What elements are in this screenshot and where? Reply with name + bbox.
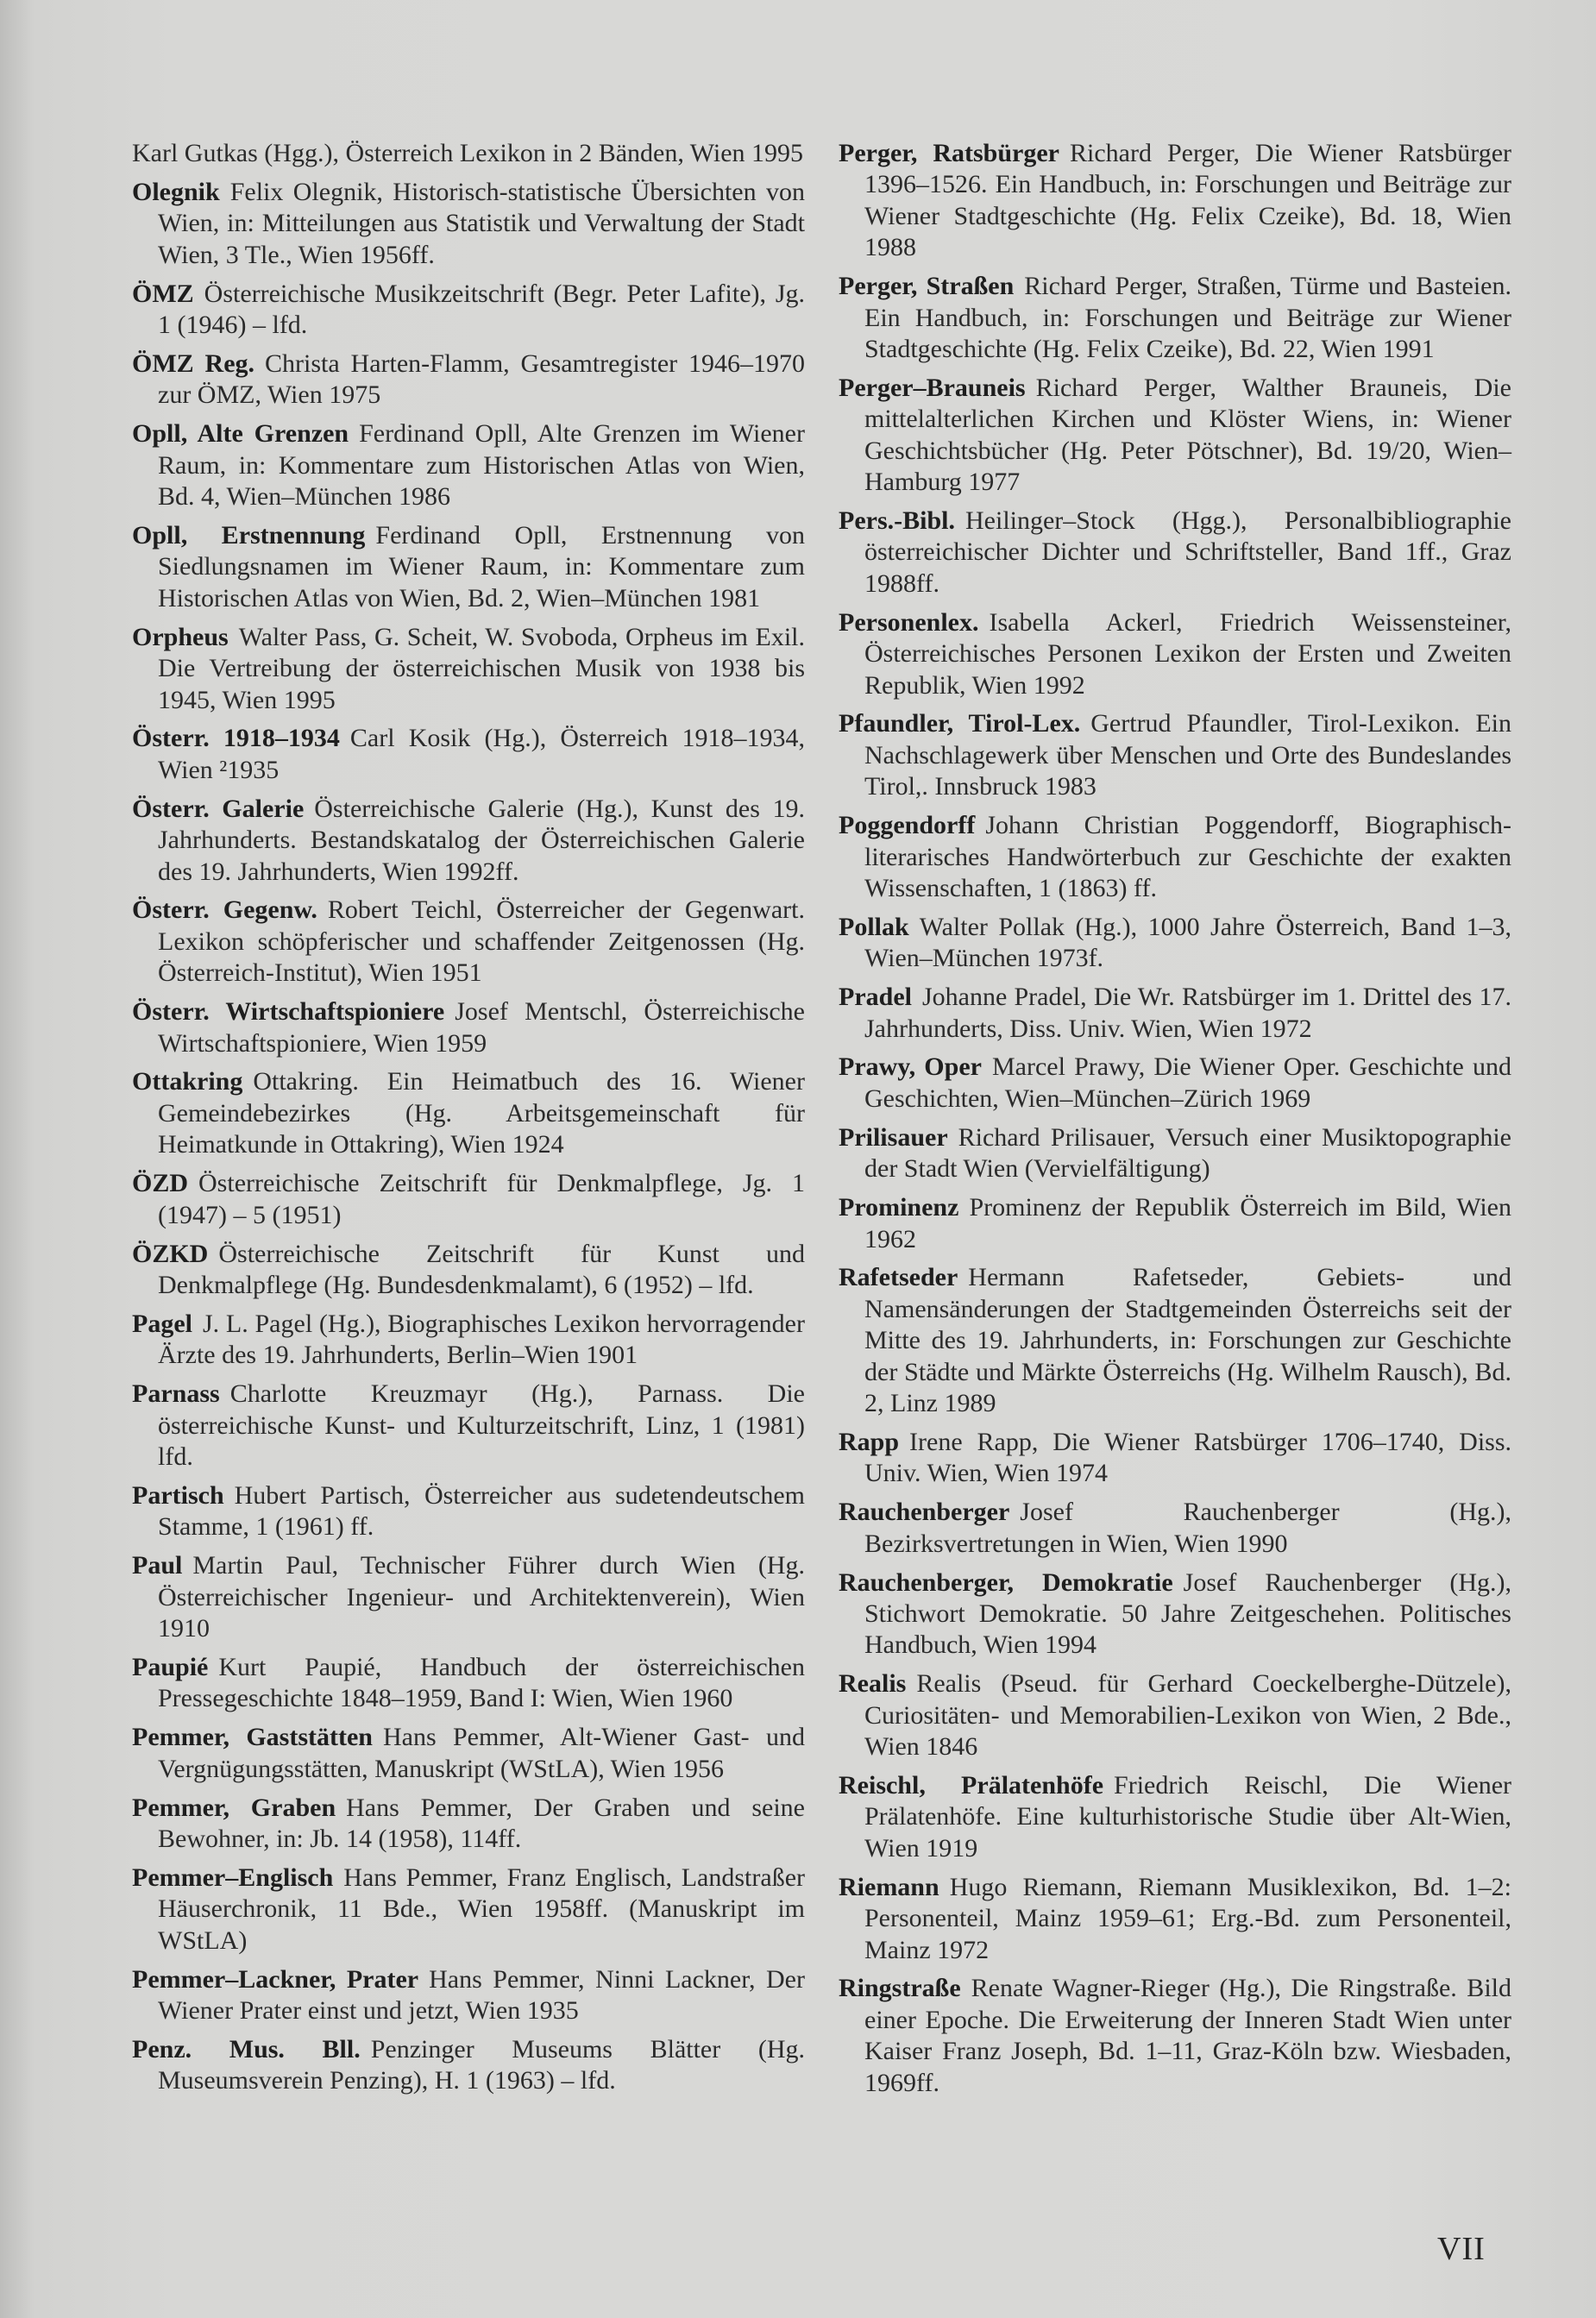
entry-citation: Hans Pemmer, Der Graben und seine Bewohner, in: Jb. 14 (1958), 114ff.	[158, 1793, 805, 1853]
entry-citation: Ferdinand Opll, Alte Grenzen im Wiener Raum, in: Kommentare zum Historischen Atlas von Wien, Bd. 4, Wien–München 1986	[158, 419, 805, 512]
entry-abbreviation: Reischl, Prälatenhöfe	[839, 1771, 1104, 1800]
entry-citation: Hermann Rafetseder, Gebiets- und Namensänderungen der Stadtgemeinden Österreichs seit der Mitte des 19. Jahrhunderts, in: Forschungen zur Geschichte der Städte und Märkte Österreichs (Hg. Wilhelm Rausch), Bd. 2, Linz 1989	[864, 1263, 1511, 1418]
entry-citation: Hans Pemmer, Franz Englisch, Landstraßer Häuserchronik, 11 Bde., Wien 1958ff. (Manuskript im WStLA)	[158, 1863, 805, 1955]
entry-abbreviation: Pfaundler, Tirol-Lex.	[839, 709, 1081, 738]
bibliography-entry	[132, 2034, 805, 2097]
entry-abbreviation: Ringstraße	[839, 1974, 961, 2003]
bibliography-entry	[839, 1567, 1511, 1662]
bibliography-entry	[132, 794, 805, 888]
entry-abbreviation: Österr. Wirtschaftspioniere	[132, 997, 445, 1027]
entry-abbreviation: Rauchenberger, Demokratie	[839, 1567, 1173, 1597]
entry-citation: Kurt Paupié, Handbuch der österreichischen Pressegeschichte 1848–1959, Band I: Wien, Wien 1960	[158, 1652, 805, 1713]
entry-abbreviation: Pemmer–Lackner, Prater	[132, 1964, 419, 1994]
entry-citation: Friedrich Reischl, Die Wiener Prälatenhöfe. Eine kulturhistorische Studie über Alt-Wien, Wien 1919	[864, 1771, 1512, 1863]
entry-citation: Felix Olegnik, Historisch-statistische Übersichten von Wien, in: Mitteilungen aus Statistik und Verwaltung der Stadt Wien, 3 Tle., Wien 1956ff.	[158, 177, 805, 269]
bibliography-entry	[132, 1379, 805, 1473]
entry-abbreviation: Pers.-Bibl.	[839, 506, 955, 535]
bibliography-entry	[839, 1192, 1511, 1255]
entry-citation: Realis (Pseud. für Gerhard Coeckelberghe-Dützele), Curiositäten- und Memorabilien-Lexikon von Wien, 2 Bde., Wien 1846	[864, 1669, 1511, 1762]
entry-citation: J. L. Pagel (Hg.), Biographisches Lexikon hervorragender Ärzte des 19. Jahrhunderts, Berlin–Wien 1901	[158, 1309, 805, 1370]
bibliography-entry	[132, 1550, 805, 1644]
bibliography-entry	[132, 1480, 805, 1543]
entry-abbreviation: Perger–Brauneis	[839, 373, 1026, 402]
entry-citation: Walter Pass, G. Scheit, W. Svoboda, Orpheus im Exil. Die Vertreibung der österreichischen Musik von 1938 bis 1945, Wien 1995	[158, 622, 805, 714]
entry-citation: Österreichische Galerie (Hg.), Kunst des 19. Jahrhunderts. Bestandskatalog der Österreichischen Galerie des 19. Jahrhunderts, Wien 1992ff.	[158, 794, 805, 886]
bibliography-entry	[839, 1122, 1511, 1185]
bibliography-entry	[839, 1052, 1511, 1115]
entry-abbreviation: Perger, Ratsbürger	[839, 139, 1059, 167]
entry-citation: Prominenz der Republik Österreich im Bild, Wien 1962	[864, 1193, 1511, 1253]
entry-abbreviation: Paul	[132, 1551, 183, 1580]
entry-citation: Karl Gutkas (Hgg.), Österreich Lexikon in 2 Bänden, Wien 1995	[132, 139, 804, 167]
entry-citation: Hubert Partisch, Österreicher aus sudetendeutschem Stamme, 1 (1961) ff.	[158, 1480, 805, 1542]
entry-abbreviation: Opll, Erstnennung	[132, 520, 366, 550]
entry-abbreviation: Rapp	[839, 1427, 900, 1456]
entry-citation: Gertrud Pfaundler, Tirol-Lexikon. Ein Nachschlagewerk über Menschen und Orte des Bundeslandes Tirol,. Innsbruck 1983	[864, 709, 1511, 801]
entry-abbreviation: Ottakring	[132, 1067, 243, 1096]
entry-abbreviation: ÖMZ Reg.	[132, 349, 255, 378]
bibliography-entry	[839, 1427, 1511, 1490]
entry-abbreviation: Prominenz	[839, 1193, 959, 1222]
bibliography-entry	[839, 982, 1511, 1045]
bibliography-entry	[839, 1973, 1511, 2099]
entry-abbreviation: Rauchenberger	[839, 1498, 1010, 1527]
entry-citation: Österreichische Zeitschrift für Denkmalpflege, Jg. 1 (1947) – 5 (1951)	[158, 1169, 805, 1229]
entry-abbreviation: Pemmer, Graben	[132, 1793, 336, 1822]
entry-abbreviation: Pagel	[132, 1309, 192, 1338]
bibliography-entry	[132, 1722, 805, 1785]
bibliography-entry	[132, 138, 805, 169]
bibliography-entry	[839, 506, 1511, 600]
entry-abbreviation: Partisch	[132, 1480, 224, 1510]
entry-abbreviation: Perger, Straßen	[839, 272, 1015, 301]
entry-abbreviation: Paupié	[132, 1652, 209, 1681]
entry-citation: Heilinger–Stock (Hgg.), Personalbibliographie österreichischer Dichter und Schriftsteller, Band 1ff., Graz 1988ff.	[864, 506, 1511, 598]
bibliography-entry	[839, 373, 1511, 499]
entry-citation: Martin Paul, Technischer Führer durch Wien (Hg. Österreichischer Ingenieur- und Architektenverein), Wien 1910	[158, 1551, 805, 1643]
entry-abbreviation: Österr. 1918–1934	[132, 724, 340, 753]
page-number: VII	[1437, 2231, 1486, 2267]
entry-citation: Carl Kosik (Hg.), Österreich 1918–1934, Wien ²1935	[158, 724, 805, 784]
bibliography-entry	[132, 622, 805, 716]
bibliography-entry	[132, 1168, 805, 1231]
entry-abbreviation: Orpheus	[132, 622, 229, 651]
entry-abbreviation: Österr. Gegenw.	[132, 895, 317, 925]
bibliography-entry	[839, 1497, 1511, 1560]
entry-citation: Richard Perger, Walther Brauneis, Die mittelalterlichen Kirchen und Klöster Wiens, in: Wiener Geschichtsbücher (Hg. Peter Pötschner), Bd. 19/20, Wien–Hamburg 1977	[864, 373, 1511, 497]
bibliography-entry	[132, 1793, 805, 1856]
entry-abbreviation: Opll, Alte Grenzen	[132, 419, 349, 449]
entry-abbreviation: Prawy, Oper	[839, 1052, 982, 1082]
entry-abbreviation: ÖZKD	[132, 1239, 209, 1268]
bibliography-entry	[839, 138, 1511, 264]
bibliography-entry	[839, 708, 1511, 802]
entry-citation: Isabella Ackerl, Friedrich Weissensteiner, Österreichisches Personen Lexikon der Ersten und Zweiten Republik, Wien 1992	[864, 607, 1511, 700]
entry-citation: Robert Teichl, Österreicher der Gegenwart. Lexikon schöpferischer und schaffender Zeitgenossen (Hg. Österreich-Institut), Wien 1951	[158, 895, 805, 988]
left-column	[132, 138, 805, 2104]
entry-abbreviation: Parnass	[132, 1379, 220, 1409]
entry-citation: Penzinger Museums Blätter (Hg. Museumsverein Penzing), H. 1 (1963) – lfd.	[158, 2034, 806, 2095]
entry-citation: Österreichische Musikzeitschrift (Begr. Peter Lafite), Jg. 1 (1946) – lfd.	[158, 279, 805, 340]
bibliography-entry	[132, 1964, 805, 2027]
bibliography-entry	[132, 1863, 805, 1957]
entry-citation: Hans Pemmer, Alt-Wiener Gast- und Vergnügungsstätten, Manuskript (WStLA), Wien 1956	[158, 1723, 805, 1783]
bibliography-entry	[839, 1872, 1511, 1966]
entry-citation: Johann Christian Poggendorff, Biographisch-literarisches Handwörterbuch zur Geschichte der exakten Wissenschaften, 1 (1863) ff.	[864, 811, 1511, 902]
entry-abbreviation: Penz. Mus. Bll.	[132, 2034, 361, 2064]
entry-abbreviation: Pemmer, Gaststätten	[132, 1723, 373, 1752]
bibliography-entry	[839, 271, 1511, 365]
bibliography-entry	[132, 177, 805, 271]
bibliography-entry	[132, 996, 805, 1059]
entry-citation: Marcel Prawy, Die Wiener Oper. Geschichte und Geschichten, Wien–München–Zürich 1969	[864, 1052, 1511, 1113]
entry-citation: Charlotte Kreuzmayr (Hg.), Parnass. Die österreichische Kunst- und Kulturzeitschrift, Linz, 1 (1981) lfd.	[158, 1379, 805, 1471]
bibliography-entry	[132, 1066, 805, 1160]
bibliography-entry	[132, 1652, 805, 1715]
entry-abbreviation: Prilisauer	[839, 1122, 948, 1152]
entry-citation: Ferdinand Opll, Erstnennung von Siedlungsnamen im Wiener Raum, in: Kommentare zum Historischen Atlas von Wien, Bd. 2, Wien–München 1981	[158, 520, 805, 612]
entry-citation: Österreichische Zeitschrift für Kunst und Denkmalpflege (Hg. Bundesdenkmalamt), 6 (1952) – lfd.	[158, 1239, 805, 1299]
entry-citation: Richard Perger, Straßen, Türme und Basteien. Ein Handbuch, in: Forschungen und Beiträge zur Wiener Stadtgeschichte (Hg. Felix Czeike), Bd. 22, Wien 1991	[864, 272, 1511, 363]
entry-citation: Hans Pemmer, Ninni Lackner, Der Wiener Prater einst und jetzt, Wien 1935	[158, 1964, 805, 2025]
entry-abbreviation: Poggendorff	[839, 811, 976, 840]
entry-citation: Renate Wagner-Rieger (Hg.), Die Ringstraße. Bild einer Epoche. Die Erweiterung der Inneren Stadt Wien unter Kaiser Franz Joseph, Bd. 1–11, Graz-Köln bzw. Wiesbaden, 1969ff.	[864, 1974, 1511, 2097]
entry-citation: Josef Mentschl, Österreichische Wirtschaftspioniere, Wien 1959	[158, 997, 805, 1058]
bibliography-entry	[132, 418, 805, 512]
bibliography-entry	[839, 810, 1511, 904]
entry-citation: Ottakring. Ein Heimatbuch des 16. Wiener Gemeindebezirkes (Hg. Arbeitsgemeinschaft für Heimatkunde in Ottakring), Wien 1924	[158, 1067, 805, 1159]
entry-abbreviation: Pradel	[839, 983, 912, 1012]
entry-abbreviation: Rafetseder	[839, 1263, 958, 1292]
entry-citation: Johanne Pradel, Die Wr. Ratsbürger im 1. Drittel des 17. Jahrhunderts, Diss. Univ. Wien, Wien 1972	[864, 983, 1511, 1043]
entry-citation: Hugo Riemann, Riemann Musiklexikon, Bd. 1–2: Personenteil, Mainz 1959–61; Erg.-Bd. zum Personenteil, Mainz 1972	[864, 1872, 1511, 1964]
entry-citation: Richard Perger, Die Wiener Ratsbürger 1396–1526. Ein Handbuch, in: Forschungen und Beiträge zur Wiener Stadtgeschichte (Hg. Felix Czeike), Bd. 18, Wien 1988	[864, 139, 1512, 262]
entry-citation: Richard Prilisauer, Versuch einer Musiktopographie der Stadt Wien (Vervielfältigung)	[864, 1122, 1511, 1184]
entry-abbreviation: Pollak	[839, 912, 909, 941]
entry-abbreviation: Olegnik	[132, 177, 220, 206]
bibliography-entry	[132, 723, 805, 786]
right-column	[839, 138, 1511, 2107]
bibliography-entry	[839, 912, 1511, 975]
entry-abbreviation: ÖZD	[132, 1169, 189, 1198]
bibliography-entry	[839, 1262, 1511, 1419]
bibliography-entry	[839, 607, 1511, 701]
bibliography-entry	[132, 520, 805, 614]
bibliography-entry	[132, 349, 805, 411]
entry-abbreviation: Realis	[839, 1669, 907, 1699]
entry-abbreviation: Pemmer–Englisch	[132, 1863, 334, 1892]
bibliography-entry	[839, 1668, 1511, 1762]
entry-citation: Irene Rapp, Die Wiener Ratsbürger 1706–1740, Diss. Univ. Wien, Wien 1974	[864, 1427, 1511, 1488]
bibliography-entry	[132, 1239, 805, 1302]
entry-citation: Christa Harten-Flamm, Gesamtregister 1946–1970 zur ÖMZ, Wien 1975	[158, 349, 806, 410]
entry-citation: Josef Rauchenberger (Hg.), Bezirksvertretungen in Wien, Wien 1990	[864, 1498, 1511, 1558]
bibliography-entry	[839, 1770, 1511, 1864]
entry-citation: Josef Rauchenberger (Hg.), Stichwort Demokratie. 50 Jahre Zeitgeschehen. Politisches Handbuch, Wien 1994	[864, 1567, 1512, 1660]
entry-abbreviation: Personenlex.	[839, 607, 979, 637]
entry-abbreviation: Riemann	[839, 1872, 939, 1901]
bibliography-entry	[132, 1309, 805, 1372]
bibliography-entry	[132, 895, 805, 989]
bibliography-entry	[132, 279, 805, 342]
entry-abbreviation: ÖMZ	[132, 279, 194, 308]
entry-abbreviation: Österr. Galerie	[132, 794, 305, 823]
entry-citation: Walter Pollak (Hg.), 1000 Jahre Österreich, Band 1–3, Wien–München 1973f.	[864, 912, 1511, 973]
